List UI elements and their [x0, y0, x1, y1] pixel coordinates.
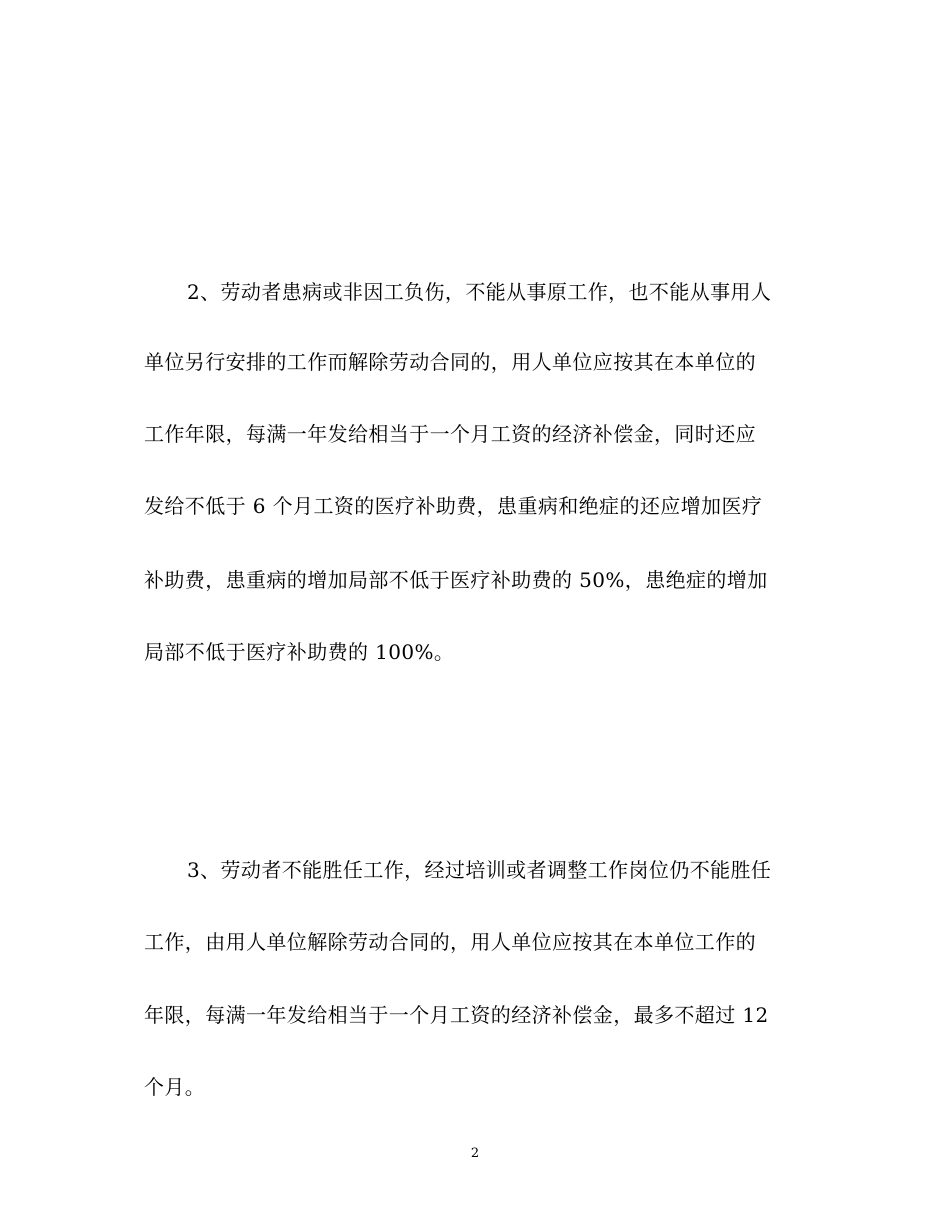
paragraph-line: 单位另行安排的工作而解除劳动合同的，用人单位应按其在本单位的 — [144, 350, 756, 374]
paragraph-line: 补助费，患重病的增加局部不低于医疗补助费的 50%，患绝症的增加 — [144, 568, 768, 592]
paragraph-line: 工作，由用人单位解除劳动合同的，用人单位应按其在本单位工作的 — [144, 930, 756, 954]
paragraph-line: 个月。 — [144, 1075, 206, 1099]
paragraph-line: 局部不低于医疗补助费的 100%。 — [144, 640, 455, 664]
paragraph-line: 工作年限，每满一年发给相当于一个月工资的经济补偿金，同时还应 — [144, 422, 756, 446]
page-number: 2 — [470, 1146, 480, 1161]
paragraph-line: 2、劳动者患病或非因工负伤，不能从事原工作，也不能从事用人 — [187, 280, 772, 304]
paragraph-line: 3、劳动者不能胜任工作，经过培训或者调整工作岗位仍不能胜任 — [187, 858, 772, 882]
paragraph-line: 年限，每满一年发给相当于一个月工资的经济补偿金，最多不超过 12 — [144, 1003, 769, 1027]
paragraph-line: 发给不低于 6 个月工资的医疗补助费，患重病和绝症的还应增加医疗 — [144, 494, 763, 518]
